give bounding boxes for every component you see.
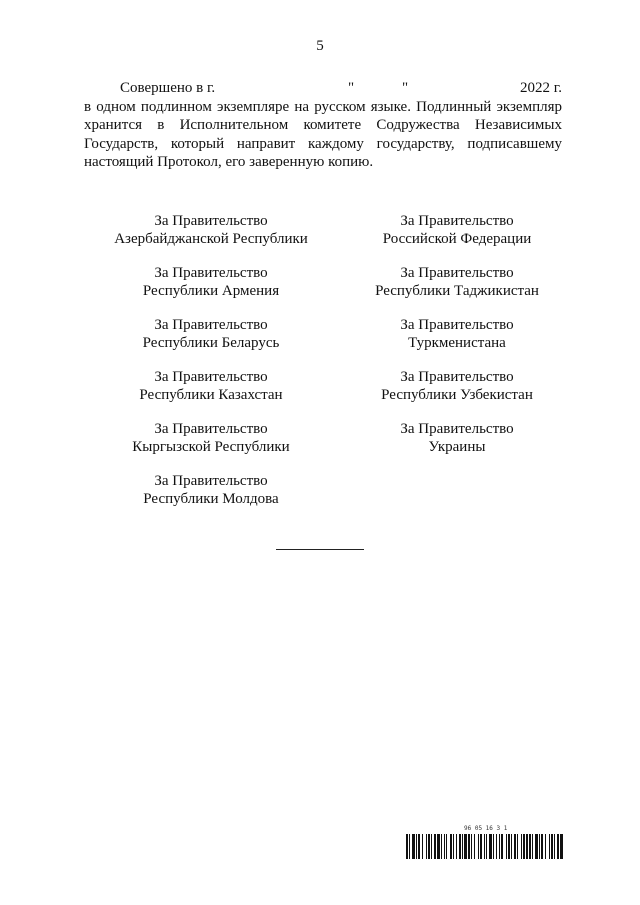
barcode-bar [554,834,555,859]
signatory-russia [327,212,587,248]
barcode-bar [489,834,492,859]
barcode-bar [426,834,427,859]
signatory-ukraine [327,420,587,456]
barcode-bar [486,834,487,859]
barcode-bar [428,834,430,859]
intro-line-3: хранится в Исполнительном комитете Содружества Независимых [84,117,562,133]
barcode-bar [462,834,463,859]
signatory-country: Республики Узбекистан [381,387,533,403]
signatory-belarus [81,316,341,352]
barcode-bar [468,834,470,859]
barcode-bar [511,834,512,859]
signatory-heading: За Правительство [400,369,514,385]
barcode-bar [464,834,467,859]
signatory-country: Республики Казахстан [139,387,283,403]
barcode-bar [532,834,533,859]
barcode-bar [474,834,475,859]
barcode-bars [406,834,564,859]
signatory-heading: За Правительство [400,213,514,229]
signatory-heading: За Правительство [154,473,268,489]
barcode-bar [431,834,432,859]
signatory-turkmenistan [327,316,587,352]
barcode-bar [508,834,510,859]
intro-first-line [84,79,562,98]
barcode-bar [545,834,546,859]
signatory-kyrgyzstan [81,420,341,456]
signatory-country: Республики Молдова [143,491,279,507]
barcode-bar [523,834,525,859]
barcode-number: 96 05 16 3 1 [464,825,508,832]
signatory-heading: За Правительство [400,317,514,333]
barcode-bar [441,834,442,859]
signatory-armenia [81,264,341,300]
barcode-bar [412,834,415,859]
intro-line-2: в одном подлинном экземпляре на русском языке. Подлинный экземпляр [84,98,562,115]
barcode-bar [551,834,553,859]
year-text: 2022 г. [520,80,562,96]
closing-paragraph [84,79,562,172]
barcode-bar [529,834,531,859]
end-divider [276,549,364,550]
barcode-bar [480,834,482,859]
barcode-bar [499,834,500,859]
signatory-heading: За Правительство [154,265,268,281]
barcode-bar [493,834,494,859]
signatory-country: Украины [428,439,486,455]
barcode-bar [541,834,543,859]
barcode-bar [446,834,447,859]
barcode-bar [521,834,522,859]
quote-close: " [402,80,409,96]
quote-open: " [348,80,355,96]
signatory-heading: За Правительство [400,421,514,437]
signatory-country: Туркменистана [408,335,506,351]
signatory-country: Республики Таджикистан [375,283,539,299]
barcode-bar [517,834,518,859]
barcode-bar [506,834,507,859]
signatory-kazakhstan [81,368,341,404]
intro-line-5: настоящий Протокол, его заверенную копию. [84,154,374,170]
signatory-country: Республики Армения [142,283,280,299]
barcode-bar [557,834,559,859]
barcode-bar [418,834,420,859]
barcode-bar [416,834,417,859]
signatory-moldova [81,472,341,508]
signatory-heading: За Правительство [400,265,514,281]
barcode-bar [549,834,550,859]
barcode-bar [406,834,408,859]
signatory-uzbekistan [327,368,587,404]
barcode-bar [471,834,472,859]
signatory-heading: За Правительство [154,421,268,437]
signatory-tajikistan [327,264,587,300]
barcode-bar [456,834,457,859]
barcode [406,825,564,859]
barcode-bar [444,834,445,859]
signatory-country: Кыргызской Республики [132,439,290,455]
barcode-bar [459,834,461,859]
intro-line-4: Государств, который направит каждому государству, подписавшему [84,135,562,152]
barcode-bar [526,834,528,859]
barcode-bar [437,834,440,859]
barcode-bar [484,834,485,859]
barcode-bar [434,834,436,859]
barcode-bar [496,834,497,859]
barcode-bar [514,834,516,859]
signatory-azerbaijan [81,212,341,248]
barcode-bar [535,834,538,859]
barcode-bar [409,834,410,859]
barcode-bar [453,834,454,859]
barcode-bar [560,834,563,859]
barcode-bar [450,834,452,859]
barcode-bar [539,834,540,859]
signatory-country: Азербайджанской Республики [114,231,308,247]
page-number: 5 [316,38,324,54]
signatory-country: Российской Федерации [382,231,532,247]
barcode-bar [501,834,503,859]
signatory-country: Республики Беларусь [142,335,280,351]
barcode-bar [422,834,423,859]
barcode-bar [478,834,479,859]
signatory-heading: За Правительство [154,213,268,229]
signatory-heading: За Правительство [154,369,268,385]
done-in-text: Совершено в г. [120,80,216,96]
signatory-heading: За Правительство [154,317,268,333]
